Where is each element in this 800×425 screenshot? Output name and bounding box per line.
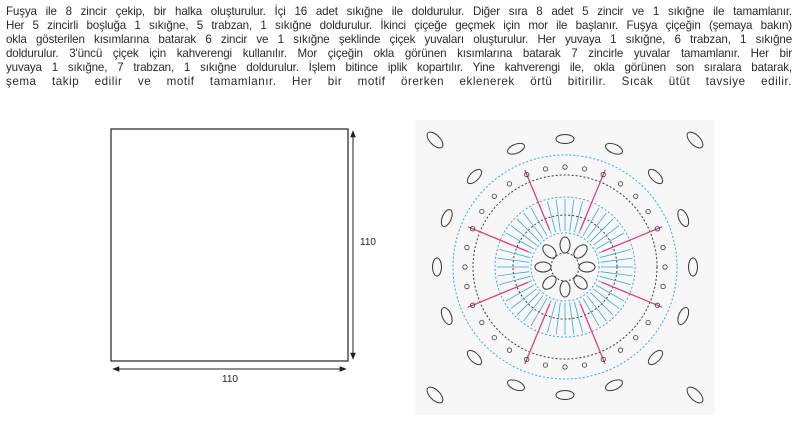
motif-chain-loop — [480, 320, 484, 324]
motif-round — [531, 233, 599, 301]
motif-stitch — [596, 233, 624, 249]
motif-chain-loop — [463, 265, 467, 269]
motif-petal — [540, 242, 558, 260]
motif-leaf — [556, 391, 574, 400]
motif-petal — [560, 237, 570, 253]
instructions-text — [6, 5, 792, 89]
motif-chain-loop — [507, 348, 511, 352]
motif-chain-loop — [465, 284, 469, 288]
motif-petal — [571, 242, 589, 260]
motif-chain-loop — [492, 336, 496, 340]
motif-stitch — [511, 289, 536, 308]
motif-stitch — [590, 292, 613, 315]
motif-leaf — [506, 141, 526, 156]
motif-center-flower — [535, 237, 595, 297]
motif-chain-loop — [543, 167, 547, 171]
instruction-line: şema takip edilir ve motif tamamlanır. Her bir motif örerken eklenerek örtü bitirilir. Sıcak ütüt tavsiye edilir. — [6, 75, 792, 88]
motif-chain-loop — [646, 209, 650, 213]
motif-petal — [579, 262, 595, 272]
motif-corner-leaf — [424, 384, 445, 405]
motif-leaf — [646, 167, 665, 186]
motif-stitch — [531, 208, 547, 236]
motif-corner-leaf — [684, 384, 705, 405]
motif-leaf — [465, 348, 484, 367]
motif-chain-loop — [661, 245, 665, 249]
motif-chain-loop — [465, 245, 469, 249]
motif-leaf — [465, 167, 484, 186]
motif-chain-loop — [634, 336, 638, 340]
motif-stitch — [524, 213, 543, 238]
motif-chain-loop — [582, 363, 586, 367]
instruction-line: Fuşya ile 8 zincir çekip, bir halka oluşturulur. İçi 16 adet sıkığne ile doldurulur. Diğer sıra 8 adet 5 zincir ve 1 sıkığne ile tamamlanır. — [6, 5, 792, 18]
motif-leaf — [604, 378, 624, 393]
motif-stitch — [583, 208, 599, 236]
crochet-motif-chart — [415, 120, 715, 415]
motif-stitch — [587, 213, 606, 238]
motif-chain-loop — [646, 320, 650, 324]
motif-stitch — [511, 226, 536, 245]
instruction-line: yuvaya 1 sıkığne, 7 trabzan, 1 sıkığne doldurulur. İşlem bitince iplik kopartılır. Yine kahverengi ile, okla görünen son sıralara batarak, — [6, 61, 792, 74]
motif-petal — [540, 273, 558, 291]
instruction-line: doldurulur. 3'üncü çiçek için kahverengi kullanılır. Mor çiçeğin okla görünen kısımlarına batarak 7 zincirle yuvalar tamamlanır. Her bir — [6, 47, 792, 60]
motif-stitch — [583, 298, 599, 326]
tablecloth-outline — [111, 129, 348, 361]
motif-rings — [453, 155, 677, 379]
motif-corner-leaf — [424, 129, 445, 150]
motif-stitch — [594, 289, 619, 308]
instruction-line: Her 5 zincirli boşluğa 1 sıkığne, 5 trabzan, 1 sıkığne doldurulur. İkinci çiçeğe geçmek için mor ile başlanır. Fuşya çiçeğin (şemaya bakın) — [6, 19, 792, 32]
motif-outer-leaves — [424, 129, 705, 405]
motif-stitch — [506, 285, 534, 301]
dimension-diagram — [100, 118, 390, 388]
motif-stitch — [517, 292, 540, 315]
motif-leaf — [439, 208, 454, 228]
motif-leaf — [689, 258, 698, 276]
width-label: 110 — [222, 374, 238, 385]
motif-corner-leaf — [684, 129, 705, 150]
motif-chain-loop — [480, 209, 484, 213]
motif-round — [453, 155, 677, 379]
motif-leaf — [604, 141, 624, 156]
instruction-line: okla gösterilen kısımlarına batarak 6 zincir ve 1 sıkığne şeklinde çiçek yuvaları oluşturulur. Her yuvaya 1 sıkığne, 6 trabzan, 1 sıkığne — [6, 33, 792, 46]
motif-stitch — [587, 296, 606, 321]
motif-chain-loop — [661, 284, 665, 288]
height-label: 110 — [360, 237, 376, 248]
motif-stitch — [517, 219, 540, 242]
motif-chain-loop — [582, 167, 586, 171]
motif-leaf — [556, 135, 574, 144]
motif-chain-loop — [563, 365, 567, 369]
motif-chain-loop — [563, 165, 567, 169]
motif-petal — [571, 273, 589, 291]
motif-stitch — [524, 296, 543, 321]
motif-chain-loop — [543, 363, 547, 367]
motif-leaf — [433, 258, 442, 276]
motif-stitch — [596, 285, 624, 301]
motif-chain-loop — [618, 348, 622, 352]
motif-leaf — [506, 378, 526, 393]
motif-stitch — [506, 233, 534, 249]
motif-chain-loop — [492, 194, 496, 198]
motif-leaf — [439, 306, 454, 326]
motif-chain-loop — [663, 265, 667, 269]
motif-petal — [535, 262, 551, 272]
motif-petal — [560, 281, 570, 297]
motif-leaf — [676, 306, 691, 326]
motif-stitch — [531, 298, 547, 326]
motif-chain-loop — [634, 194, 638, 198]
motif-stitch — [590, 219, 613, 242]
motif-leaf — [646, 348, 665, 367]
motif-chain-loop — [507, 182, 511, 186]
motif-leaf — [676, 208, 691, 228]
motif-stitch — [594, 226, 619, 245]
motif-chain-loop — [618, 182, 622, 186]
